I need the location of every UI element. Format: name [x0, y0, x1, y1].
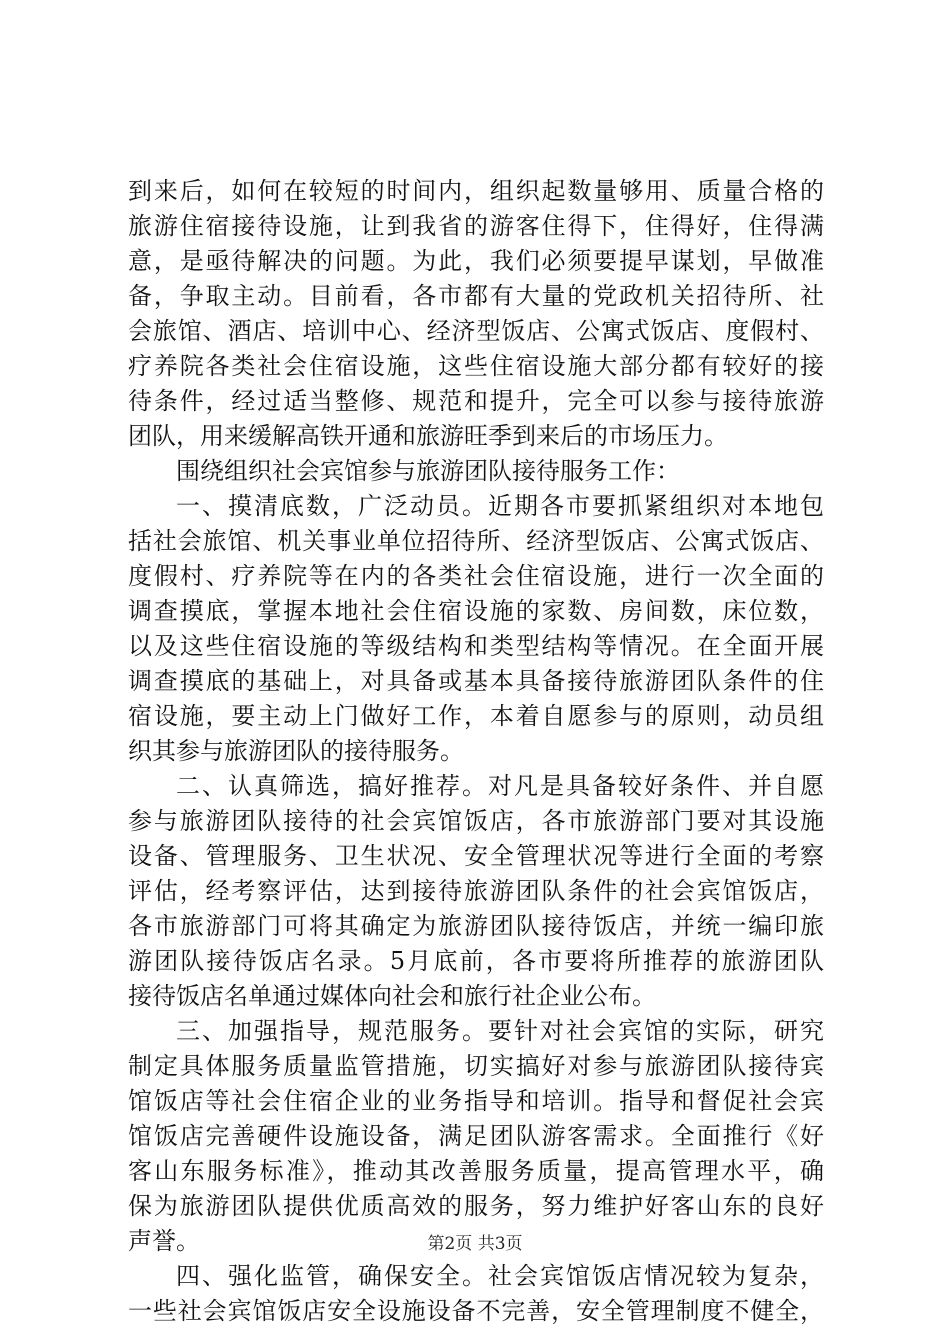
text-line: 宿设施，要主动上门做好工作，本着自愿参与的原则，动员组 — [128, 702, 824, 730]
text-line: 接待饭店名单通过媒体向社会和旅行社企业公布。 — [128, 982, 656, 1010]
text-line: 客山东服务标准》，推动其改善服务质量，提高管理水平，确 — [128, 1157, 824, 1185]
paragraph-heading-line: 围绕组织社会宾馆参与旅游团队接待服务工作： — [176, 457, 680, 485]
text-line: 保为旅游团队提供优质高效的服务，努力维护好客山东的良好 — [128, 1192, 824, 1220]
text-line: 会旅馆、酒店、培训中心、经济型饭店、公寓式饭店、度假村、 — [128, 317, 824, 345]
text-line: 度假村、疗养院等在内的各类社会住宿设施，进行一次全面的 — [128, 562, 824, 590]
text-line: 织其参与旅游团队的接待服务。 — [128, 737, 464, 765]
text-line: 制定具体服务质量监管措施，切实搞好对参与旅游团队接待宾 — [128, 1052, 824, 1080]
text-line: 评估，经考察评估，达到接待旅游团队条件的社会宾馆饭店， — [128, 877, 824, 905]
text-line: 旅游住宿接待设施，让到我省的游客住得下，住得好，住得满 — [128, 212, 824, 240]
section-one-first-line: 一、摸清底数，广泛动员。近期各市要抓紧组织对本地包 — [176, 492, 824, 520]
text-line: 团队，用来缓解高铁开通和旅游旺季到来后的市场压力。 — [128, 422, 728, 450]
text-line: 备，争取主动。目前看，各市都有大量的党政机关招待所、社 — [128, 282, 824, 310]
text-line: 一些社会宾馆饭店安全设施设备不完善，安全管理制度不健全， — [128, 1297, 824, 1325]
text-line: 待条件，经过适当整修、规范和提升，完全可以参与接待旅游 — [128, 387, 824, 415]
text-line: 声誉。 — [128, 1227, 200, 1255]
document-body — [128, 174, 824, 1329]
text-line: 游团队接待饭店名录。5月底前，各市要将所推荐的旅游团队 — [128, 947, 824, 975]
text-line: 到来后，如何在较短的时间内，组织起数量够用、质量合格的 — [128, 177, 824, 205]
section-four-first-line: 四、强化监管，确保安全。社会宾馆饭店情况较为复杂， — [176, 1262, 824, 1290]
text-line: 意，是亟待解决的问题。为此，我们必须要提早谋划，早做准 — [128, 247, 824, 275]
section-two-first-line: 二、认真筛选，搞好推荐。对凡是具备较好条件、并自愿 — [176, 772, 824, 800]
text-line: 各市旅游部门可将其确定为旅游团队接待饭店，并统一编印旅 — [128, 912, 824, 940]
text-line: 设备、管理服务、卫生状况、安全管理状况等进行全面的考察 — [128, 842, 824, 870]
page-number-footer: 第2页 共3页 — [427, 1234, 523, 1254]
text-line: 馆饭店完善硬件设施设备，满足团队游客需求。全面推行《好 — [128, 1122, 824, 1150]
text-line: 以及这些住宿设施的等级结构和类型结构等情况。在全面开展 — [128, 632, 824, 660]
text-line: 馆饭店等社会住宿企业的业务指导和培训。指导和督促社会宾 — [128, 1087, 824, 1115]
text-line: 括社会旅馆、机关事业单位招待所、经济型饭店、公寓式饭店、 — [128, 527, 824, 555]
section-three-first-line: 三、加强指导，规范服务。要针对社会宾馆的实际，研究 — [176, 1017, 824, 1045]
text-line: 调查摸底的基础上，对具备或基本具备接待旅游团队条件的住 — [128, 667, 824, 695]
text-line: 调查摸底，掌握本地社会住宿设施的家数、房间数，床位数， — [128, 597, 824, 625]
text-line: 参与旅游团队接待的社会宾馆饭店，各市旅游部门要对其设施 — [128, 807, 824, 835]
text-line: 疗养院各类社会住宿设施，这些住宿设施大部分都有较好的接 — [128, 352, 824, 380]
